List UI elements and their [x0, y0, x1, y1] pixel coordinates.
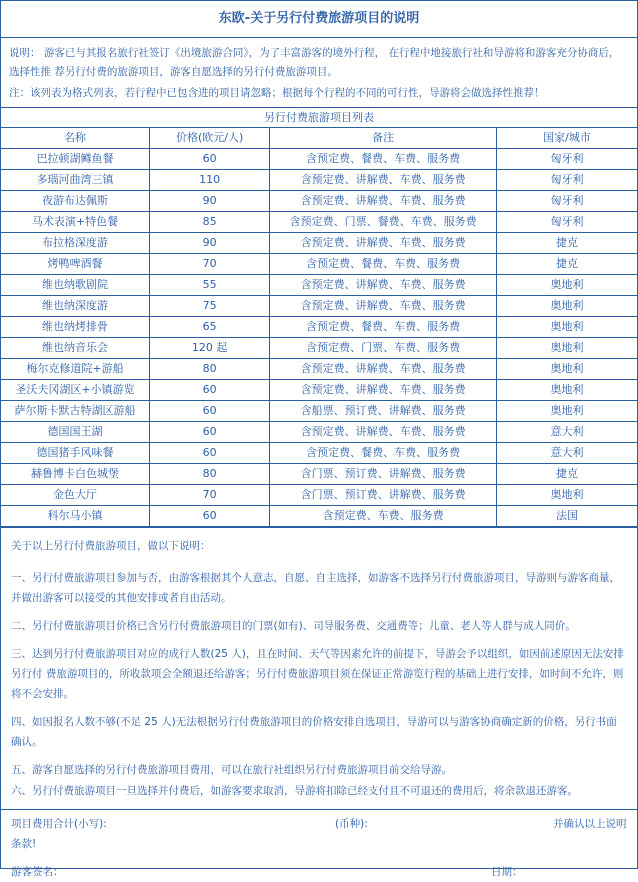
cell-remark: 含船票、预订费、讲解费、服务费 — [270, 401, 497, 422]
total-label: 项目费用合计(小写): — [11, 818, 107, 830]
cell-remark: 含门票、预订费、讲解费、服务费 — [270, 464, 497, 485]
total-row — [11, 814, 627, 834]
cell-name: 科尔马小镇 — [1, 506, 149, 527]
table-row — [1, 317, 637, 338]
cell-country: 捷克 — [497, 254, 637, 275]
explanation-section — [1, 527, 637, 801]
table-row — [1, 212, 637, 233]
document-title: 东欧-关于另行付费旅游项目的说明 — [1, 1, 637, 38]
cell-country: 奥地利 — [497, 296, 637, 317]
table-caption: 另行付费旅游项目列表 — [1, 108, 637, 128]
signature-label: 游客签名： — [11, 866, 64, 878]
header-name: 名称 — [1, 128, 149, 149]
cell-price: 65 — [149, 317, 269, 338]
cell-price: 60 — [149, 401, 269, 422]
table-row — [1, 170, 637, 191]
table-header-row — [1, 128, 637, 149]
table-row — [1, 380, 637, 401]
table-row — [1, 191, 637, 212]
cell-name: 德国国王湖 — [1, 422, 149, 443]
cell-name: 梅尔克修道院+游船 — [1, 359, 149, 380]
explain-item-1: 一、另行付费旅游项目参加与否，由游客根据其个人意志，自愿、自主选择，如游客不选择另行付费旅游项目，导游则与游客商量，并做出游客可以接受的其他安排或者自由活动。 — [11, 572, 620, 604]
cell-name: 多瑙河曲湾三镇 — [1, 170, 149, 191]
cell-country: 奥地利 — [497, 485, 637, 506]
table-row — [1, 485, 637, 506]
cell-price: 60 — [149, 422, 269, 443]
cell-name: 赫鲁博卡白色城堡 — [1, 464, 149, 485]
cell-country: 奥地利 — [497, 380, 637, 401]
header-country: 国家/城市 — [497, 128, 637, 149]
table-row — [1, 464, 637, 485]
table-row — [1, 359, 637, 380]
cell-country: 意大利 — [497, 443, 637, 464]
table-caption-row — [1, 108, 637, 128]
table-row — [1, 443, 637, 464]
cell-remark: 含预定费、讲解费、车费、服务费 — [270, 422, 497, 443]
table-row — [1, 338, 637, 359]
cell-country: 捷克 — [497, 464, 637, 485]
explain-item-3: 三、达到另行付费旅游项目对应的成行人数(25 人)，且在时间、天气等因素允许的前提下，导游会予以组织，如因前述原因无法安排另行付 费旅游项目的，所收款项会全额退还给游客；另行付费旅游项目须在保证正常游览行程的基础上进行安排，如时间不允许，则将不会安排。 — [11, 648, 624, 700]
cell-country: 奥地利 — [497, 359, 637, 380]
confirm-tail: 条款! — [11, 838, 37, 850]
cell-remark: 含预定费、车费、服务费 — [270, 506, 497, 527]
cell-name: 圣沃夫冈湖区+小镇游览 — [1, 380, 149, 401]
cell-price: 60 — [149, 380, 269, 401]
cell-remark: 含预定费、餐费、车费、服务费 — [270, 317, 497, 338]
cell-remark: 含预定费、讲解费、车费、服务费 — [270, 191, 497, 212]
intro-note: 说明： 游客已与其报名旅行社签订《出境旅游合同》，为了丰富游客的境外行程， 在行程中地接旅行社和导游将和游客充分协商后， 选择性推 荐另行付费的旅游项目，游客自愿选择的另行付费旅游项目。 — [9, 47, 620, 78]
table-row — [1, 296, 637, 317]
cell-country: 匈牙利 — [497, 170, 637, 191]
table-row — [1, 275, 637, 296]
cell-country: 奥地利 — [497, 275, 637, 296]
cell-country: 匈牙利 — [497, 212, 637, 233]
explain-item-4: 四、如因报名人数不够(不足 25 人)无法根据另行付费旅游项目的价格安排自选项目，导游可以与游客协商确定新的价格，另行书面确认。 — [11, 716, 617, 748]
table-row — [1, 254, 637, 275]
table-row — [1, 422, 637, 443]
excursion-table — [1, 108, 637, 527]
cell-remark: 含预定费、讲解费、车费、服务费 — [270, 359, 497, 380]
signature-footer — [1, 809, 637, 882]
header-remark: 备注 — [270, 128, 497, 149]
cell-price: 90 — [149, 191, 269, 212]
cell-remark: 含预定费、讲解费、车费、服务费 — [270, 380, 497, 401]
cell-country: 奥地利 — [497, 401, 637, 422]
currency-label: (币种): — [335, 818, 368, 830]
table-row — [1, 149, 637, 170]
cell-name: 夜游布达佩斯 — [1, 191, 149, 212]
signature-row — [11, 862, 627, 882]
cell-remark: 含预定费、门票、餐费、车费、服务费 — [270, 212, 497, 233]
cell-price: 90 — [149, 233, 269, 254]
notes-section — [1, 38, 637, 108]
cell-country: 奥地利 — [497, 317, 637, 338]
cell-country: 匈牙利 — [497, 191, 637, 212]
cell-name: 德国猪手风味餐 — [1, 443, 149, 464]
date-label: 日期： — [491, 866, 523, 878]
explain-item-6: 六、另行付费旅游项目一旦选择并付费后，如游客要求取消，导游将扣除已经支付且不可退还的费用后，将余款退还游客。 — [11, 785, 578, 797]
cell-price: 70 — [149, 254, 269, 275]
cell-price: 60 — [149, 443, 269, 464]
cell-name: 维也纳音乐会 — [1, 338, 149, 359]
cell-name: 马术表演+特色餐 — [1, 212, 149, 233]
explain-item-2: 二、另行付费旅游项目价格已含另行付费旅游项目的门票(如有)、司导服务费、交通费等；儿童、老人等人群与成人同价。 — [11, 620, 576, 632]
cell-price: 60 — [149, 506, 269, 527]
cell-name: 巴拉顿湖鳟鱼餐 — [1, 149, 149, 170]
confirm-label: 并确认以上说明 — [553, 818, 627, 830]
cell-remark: 含预定费、讲解费、车费、服务费 — [270, 275, 497, 296]
cell-country: 法国 — [497, 506, 637, 527]
cell-country: 匈牙利 — [497, 149, 637, 170]
cell-price: 55 — [149, 275, 269, 296]
cell-remark: 含预定费、餐费、车费、服务费 — [270, 149, 497, 170]
cell-country: 意大利 — [497, 422, 637, 443]
table-row — [1, 401, 637, 422]
cell-name: 维也纳深度游 — [1, 296, 149, 317]
cell-remark: 含预定费、讲解费、车费、服务费 — [270, 233, 497, 254]
cell-name: 金色大厅 — [1, 485, 149, 506]
cell-name: 萨尔斯卡默古特湖区游船 — [1, 401, 149, 422]
cell-name: 烤鸭啤酒餐 — [1, 254, 149, 275]
cell-remark: 含预定费、门票、车费、服务费 — [270, 338, 497, 359]
cell-price: 110 — [149, 170, 269, 191]
cell-remark: 含门票、预订费、讲解费、服务费 — [270, 485, 497, 506]
cell-name: 维也纳歌剧院 — [1, 275, 149, 296]
cell-name: 布拉格深度游 — [1, 233, 149, 254]
cell-price: 85 — [149, 212, 269, 233]
cell-price: 75 — [149, 296, 269, 317]
explain-item-5: 五、游客自愿选择的另行付费旅游项目费用，可以在旅行社组织另行付费旅游项目前交给导游。 — [11, 764, 452, 776]
cell-remark: 含预定费、餐费、车费、服务费 — [270, 443, 497, 464]
cell-remark: 含预定费、讲解费、车费、服务费 — [270, 170, 497, 191]
table-row — [1, 506, 637, 527]
cell-country: 捷克 — [497, 233, 637, 254]
cell-price: 120 起 — [149, 338, 269, 359]
cell-remark: 含预定费、讲解费、车费、服务费 — [270, 296, 497, 317]
cell-remark: 含预定费、餐费、车费、服务费 — [270, 254, 497, 275]
cell-price: 80 — [149, 464, 269, 485]
header-price: 价格(欧元/人) — [149, 128, 269, 149]
cell-price: 60 — [149, 149, 269, 170]
explain-lead: 关于以上另行付费旅游项目，做以下说明： — [11, 540, 211, 552]
format-notice: 注：该列表为格式列表，若行程中已包含进的项目请忽略；根据每个行程的不同的可行性，导游将会做选择性推荐！ — [9, 87, 545, 99]
table-row — [1, 233, 637, 254]
cell-country: 奥地利 — [497, 338, 637, 359]
cell-name: 维也纳烤排骨 — [1, 317, 149, 338]
cell-price: 80 — [149, 359, 269, 380]
cell-price: 70 — [149, 485, 269, 506]
